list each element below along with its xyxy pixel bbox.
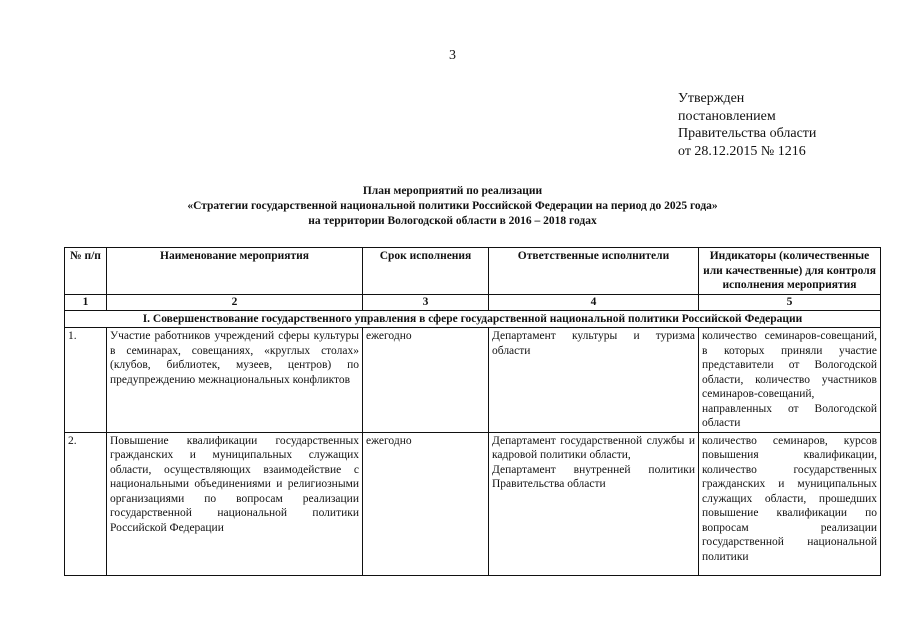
event-indicators-cell xyxy=(699,432,881,575)
header-executors: Ответственные исполнители xyxy=(489,248,699,295)
column-number-row xyxy=(65,294,881,310)
event-executors-cell xyxy=(489,432,699,575)
table-header-row xyxy=(65,248,881,295)
event-executors: Департамент государственной службы и кадровой политики области, xyxy=(492,434,695,461)
section-row xyxy=(65,310,881,328)
column-number: 3 xyxy=(363,294,489,310)
column-number: 1 xyxy=(65,294,107,310)
plan-table xyxy=(64,247,881,576)
approval-line: постановлением xyxy=(678,108,776,124)
approval-line: от 28.12.2015 № 1216 xyxy=(678,143,806,159)
section-heading: I. Совершенствование государственного управления в сфере государственной национальной политики Российской Федерации xyxy=(65,310,881,328)
column-number: 5 xyxy=(699,294,881,310)
column-number: 4 xyxy=(489,294,699,310)
header-term: Срок исполнения xyxy=(363,248,489,295)
plan-title-line: на территории Вологодской области в 2016 – 2018 годах xyxy=(308,215,597,227)
event-name: Участие работников учреждений сферы культуры в семинарах, совещаниях, «круглых столах» (клубов, библиотек, музеев, центров) по предупреждению межнациональных конфликтов xyxy=(107,328,363,433)
event-indicators: количество семинаров-совещаний, в которых приняли участие представители от Вологодской области, количество участников семинаров-совещаний, направленных от Вологодской области xyxy=(699,328,881,433)
header-name: Наименование мероприятия xyxy=(107,248,363,295)
column-number: 2 xyxy=(107,294,363,310)
event-indicators: количество семинаров, курсов повышения квалификации, количество государственных гражданских и муниципальных служащих области, прошедших повышение квалификации по вопросам реализации государственной национальной политики xyxy=(702,434,877,563)
event-name: Повышение квалификации государственных гражданских и муниципальных служащих области, осуществляющих взаимодействие с национальными объединениями и религиозными организациями по вопросам реализации государственной национальной политики Российской Федерации xyxy=(110,434,359,534)
approval-line: Правительства области xyxy=(678,126,817,141)
table-row xyxy=(65,328,881,433)
plan-title xyxy=(0,184,905,229)
header-num: № п/п xyxy=(65,248,107,295)
approval-line: Утвержден xyxy=(678,91,745,106)
event-executors: Департамент внутренней политики Правительства области xyxy=(492,463,695,490)
page-number: 3 xyxy=(449,48,456,63)
event-term: ежегодно xyxy=(363,328,489,433)
row-number: 2. xyxy=(65,432,107,575)
approval-block xyxy=(678,90,816,160)
table-row xyxy=(65,432,881,575)
event-name-cell xyxy=(107,432,363,575)
event-executors: Департамент культуры и туризма области xyxy=(489,328,699,433)
plan-title-line: План мероприятий по реализации xyxy=(362,185,543,197)
row-number: 1. xyxy=(65,328,107,433)
header-indicators: Индикаторы (количественные или качественные) для контроля исполнения мероприятия xyxy=(699,248,881,295)
plan-title-line: «Стратегии государственной национальной политики Российской Федерации на период до 2025 года» xyxy=(187,200,718,212)
event-term: ежегодно xyxy=(363,432,489,575)
